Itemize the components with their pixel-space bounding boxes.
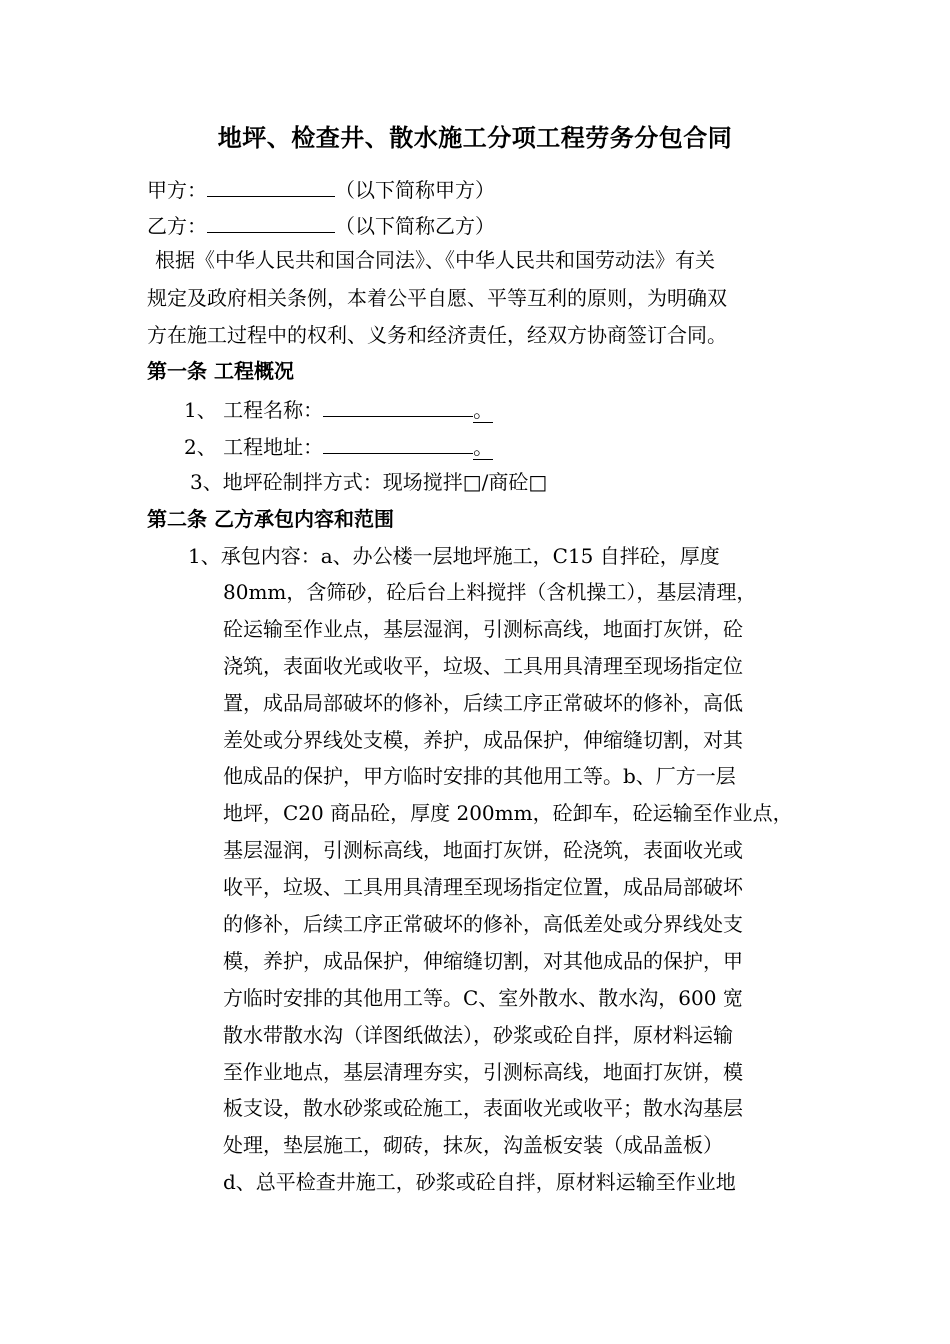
party-a-label: 甲方： bbox=[147, 178, 207, 202]
body-line: 的修补，后续工序正常破坏的修补，高低差处或分界线处支 bbox=[223, 912, 743, 937]
party-b-line bbox=[147, 206, 495, 244]
body-line: 方临时安排的其他用工等。C、室外散水、散水沟，600 宽 bbox=[223, 985, 743, 1010]
project-name-blank[interactable] bbox=[323, 390, 473, 417]
article-2-item-1-first: 1、承包内容：a、办公楼一层地坪施工，C15 自拌砼，厚度 bbox=[188, 544, 720, 568]
body-line: 差处或分界线处支模，养护，成品保护，伸缩缝切割，对其 bbox=[223, 727, 743, 752]
body-line: 处理，垫层施工，砌砖，抹灰，沟盖板安装（成品盖板） bbox=[223, 1133, 723, 1158]
party-b-blank[interactable] bbox=[207, 206, 335, 233]
party-b-suffix: （以下简称乙方） bbox=[335, 214, 495, 238]
body-line: d、总平检查井施工，砂浆或砼自拌，原材料运输至作业地 bbox=[223, 1170, 736, 1195]
party-a-blank[interactable] bbox=[207, 170, 335, 197]
project-name-label: 1、 工程名称： bbox=[184, 398, 324, 422]
project-address-end: 。 bbox=[473, 435, 494, 459]
body-line: 散水带散水沟（详图纸做法），砂浆或砼自拌，原材料运输 bbox=[223, 1022, 733, 1047]
party-a-line bbox=[147, 170, 495, 208]
body-line: 模，养护，成品保护，伸缩缝切割，对其他成品的保护，甲 bbox=[223, 948, 743, 973]
party-a-suffix: （以下简称甲方） bbox=[335, 178, 495, 202]
article-1-heading: 第一条 工程概况 bbox=[147, 359, 294, 383]
body-line: 砼运输至作业点，基层湿润，引测标高线，地面打灰饼，砼 bbox=[223, 616, 743, 641]
project-address-label: 2、 工程地址： bbox=[184, 435, 324, 459]
preamble-line: 方在施工过程中的权利、义务和经济责任，经双方协商签订合同。 bbox=[147, 323, 727, 347]
preamble-line: 根据《中华人民共和国合同法》、《中华人民共和国劳动法》有关 bbox=[155, 248, 715, 272]
party-b-label: 乙方： bbox=[147, 214, 207, 238]
article-1-item-1 bbox=[184, 390, 493, 428]
article-2-item-1-body bbox=[223, 574, 823, 1201]
article-1-item-2 bbox=[184, 427, 493, 465]
body-line: 浇筑，表面收光或收平，垃圾、工具用具清理至现场指定位 bbox=[223, 653, 743, 678]
body-line: 基层湿润，引测标高线，地面打灰饼，砼浇筑，表面收光或 bbox=[223, 838, 743, 863]
body-line: 至作业地点，基层清理夯实，引测标高线，地面打灰饼，模 bbox=[223, 1059, 743, 1084]
article-2-heading: 第二条 乙方承包内容和范围 bbox=[147, 507, 394, 531]
preamble-line: 规定及政府相关条例，本着公平自愿、平等互利的原则，为明确双 bbox=[147, 286, 727, 310]
body-line: 他成品的保护，甲方临时安排的其他用工等。b、厂方一层 bbox=[223, 764, 736, 789]
body-line: 板支设，散水砂浆或砼施工，表面收光或收平；散水沟基层 bbox=[223, 1096, 743, 1121]
project-name-end: 。 bbox=[473, 398, 494, 422]
project-address-blank[interactable] bbox=[323, 427, 473, 454]
document-title: 地坪、检查井、散水施工分项工程劳务分包合同 bbox=[217, 123, 733, 152]
article-1-item-3: 3、地坪砼制拌方式：现场搅拌□/商砼□ bbox=[190, 470, 548, 494]
body-line: 地坪，C20 商品砼，厚度 200mm，砼卸车，砼运输至作业点， bbox=[223, 801, 793, 826]
body-line: 收平，垃圾、工具用具清理至现场指定位置，成品局部破坏 bbox=[223, 875, 743, 900]
body-line: 置，成品局部破坏的修补，后续工序正常破坏的修补，高低 bbox=[223, 690, 743, 715]
body-line: 80mm，含筛砂，砼后台上料搅拌（含机操工），基层清理， bbox=[223, 580, 757, 604]
